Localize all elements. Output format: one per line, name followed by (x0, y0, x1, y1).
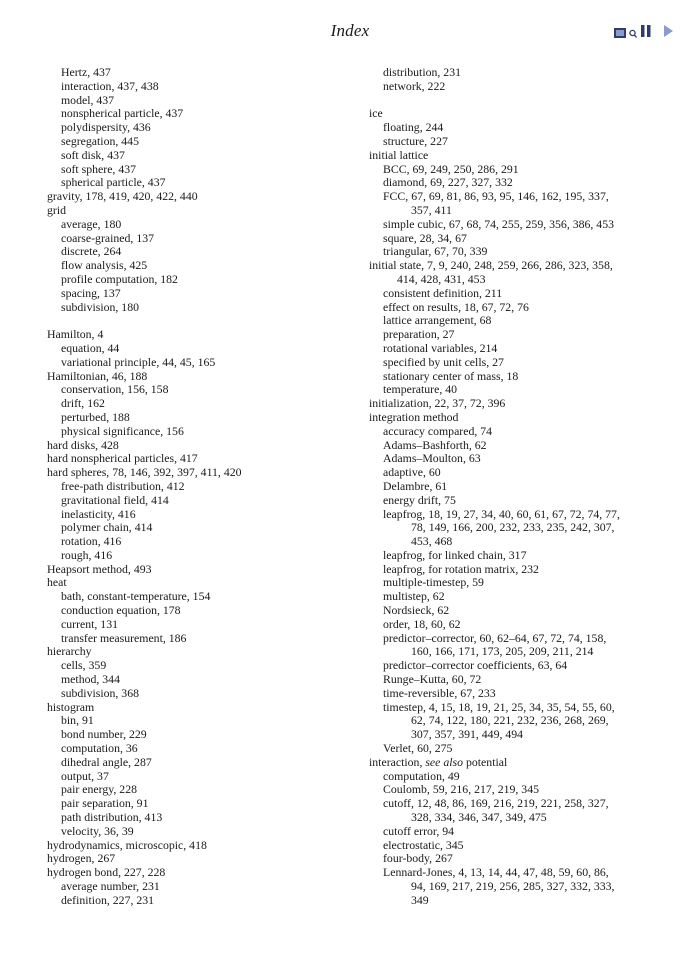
entry-text: cutoff error, 94 (383, 823, 455, 838)
entry-text: gravity, 178, 419, 420, 422, 440 (47, 189, 198, 204)
entry-text: ice (369, 106, 383, 121)
index-entry (47, 576, 357, 590)
entry-text: heat (47, 575, 67, 590)
entry-text: effect on results, 18, 67, 72, 76 (383, 299, 529, 314)
entry-text: adaptive, 60 (383, 465, 441, 480)
entry-text: pair energy, 228 (61, 782, 137, 797)
entry-text: grid (47, 202, 67, 217)
index-subentry (47, 549, 357, 563)
index-subentry (47, 149, 357, 163)
index-subentry (47, 632, 357, 646)
index-subentry (369, 742, 679, 756)
index-entry (369, 411, 679, 425)
entry-text: FCC, 67, 69, 81, 86, 93, 95, 146, 162, 195, 337, (383, 189, 609, 204)
index-subentry (369, 576, 679, 590)
entry-text: specified by unit cells, 27 (383, 354, 504, 369)
entry-text: hydrogen bond, 227, 228 (47, 865, 166, 880)
entry-text: hard spheres, 78, 146, 392, 397, 411, 420 (47, 465, 242, 480)
index-subentry (369, 121, 679, 135)
index-entry (369, 149, 679, 163)
entry-text: output, 37 (61, 768, 109, 783)
entry-text: hydrogen, 267 (47, 851, 116, 866)
entry-text: soft disk, 437 (61, 147, 125, 162)
entry-text: lattice arrangement, 68 (383, 313, 492, 328)
entry-text: Adams–Bashforth, 62 (383, 437, 487, 452)
entry-text: nonspherical particle, 437 (61, 106, 184, 121)
index-subentry (47, 728, 357, 742)
page-title: Index (330, 21, 370, 40)
index-subentry (369, 480, 679, 494)
index-subentry (369, 866, 679, 907)
index-subentry (369, 218, 679, 232)
entry-text: current, 131 (61, 616, 118, 631)
entry-text: initial lattice (369, 147, 429, 162)
index-column-right (369, 66, 679, 908)
entry-text: polymer chain, 414 (61, 520, 153, 535)
entry-text: rough, 416 (61, 547, 113, 562)
index-subentry (369, 659, 679, 673)
see-also-ref: see also (425, 754, 464, 769)
index-subentry (47, 425, 357, 439)
index-subentry (369, 314, 679, 328)
index-subentry (47, 894, 357, 908)
entry-text: interaction, (369, 754, 426, 769)
entry-text: temperature, 40 (383, 382, 458, 397)
index-subentry (369, 135, 679, 149)
index-subentry (369, 245, 679, 259)
entry-text: physical significance, 156 (61, 423, 184, 438)
index-entry (47, 645, 357, 659)
navigation-controls (614, 23, 673, 37)
entry-text: spherical particle, 437 (61, 175, 166, 190)
index-subentry (369, 783, 679, 797)
entry-text: inelasticity, 416 (61, 506, 136, 521)
entry-text: Coulomb, 59, 216, 217, 219, 345 (383, 782, 539, 797)
index-subentry (47, 742, 357, 756)
index-subentry (47, 714, 357, 728)
index-subentry (369, 508, 679, 549)
entry-text: square, 28, 34, 67 (383, 230, 467, 245)
index-subentry (47, 135, 357, 149)
index-entry (47, 204, 357, 218)
entry-text: subdivision, 368 (61, 685, 139, 700)
entry-text: subdivision, 180 (61, 299, 139, 314)
index-subentry (369, 590, 679, 604)
entry-text: bond number, 229 (61, 727, 147, 742)
entry-continuation: 307, 357, 391, 449, 494 (411, 727, 524, 742)
index-subentry (47, 480, 357, 494)
entry-text: bin, 91 (61, 713, 94, 728)
index-subentry (369, 839, 679, 853)
index-subentry (369, 770, 679, 784)
entry-text: floating, 244 (383, 120, 444, 135)
index-subentry (369, 356, 679, 370)
index-subentry (369, 563, 679, 577)
entry-text: discrete, 264 (61, 244, 122, 259)
index-subentry (369, 701, 679, 742)
entry-text: model, 437 (61, 92, 115, 107)
index-subentry (47, 618, 357, 632)
index-subentry (47, 245, 357, 259)
index-subentry (47, 521, 357, 535)
entry-text: Heapsort method, 493 (47, 561, 152, 576)
entry-text: coarse-grained, 137 (61, 230, 155, 245)
index-subentry (369, 176, 679, 190)
index-subentry (47, 659, 357, 673)
entry-continuation: 78, 149, 166, 200, 232, 233, 235, 242, 307, (411, 520, 615, 535)
index-subentry (369, 328, 679, 342)
entry-text: polydispersity, 436 (61, 120, 151, 135)
entry-text: hard disks, 428 (47, 437, 119, 452)
entry-text: hydrodynamics, microscopic, 418 (47, 837, 207, 852)
entry-text: time-reversible, 67, 233 (383, 685, 496, 700)
entry-text: timestep, 4, 15, 18, 19, 21, 25, 34, 35, 54, 55, 60, (383, 699, 615, 714)
pause-icon[interactable] (641, 24, 651, 36)
index-subentry (369, 466, 679, 480)
entry-text: stationary center of mass, 18 (383, 368, 519, 383)
index-subentry (369, 342, 679, 356)
entry-continuation: 357, 411 (411, 202, 452, 217)
entry-text: diamond, 69, 227, 327, 332 (383, 175, 513, 190)
index-subentry (369, 825, 679, 839)
index-subentry (47, 66, 357, 80)
index-subentry (369, 852, 679, 866)
index-subentry (369, 604, 679, 618)
entry-text: Hamiltonian, 46, 188 (47, 368, 148, 383)
index-subentry (369, 687, 679, 701)
index-subentry (369, 80, 679, 94)
index-subentry (369, 549, 679, 563)
index-entry (47, 563, 357, 577)
entry-continuation: 62, 74, 122, 180, 221, 232, 236, 268, 269, (411, 713, 609, 728)
index-subentry (47, 508, 357, 522)
entry-text: definition, 227, 231 (61, 892, 155, 907)
entry-text: preparation, 27 (383, 327, 455, 342)
index-subentry (369, 494, 679, 508)
index-subentry (47, 411, 357, 425)
entry-continuation: 349 (411, 892, 429, 907)
index-subentry (369, 439, 679, 453)
entry-text: integration method (369, 409, 459, 424)
index-entry (47, 466, 357, 480)
index-entry (369, 397, 679, 411)
entry-continuation: 94, 169, 217, 219, 256, 285, 327, 332, 333, (411, 879, 615, 894)
entry-text: flow analysis, 425 (61, 258, 148, 273)
entry-text: distribution, 231 (383, 65, 461, 79)
entry-text: cells, 359 (61, 658, 107, 673)
index-subentry (47, 673, 357, 687)
entry-continuation: 414, 428, 431, 453 (397, 271, 486, 286)
index-subentry (47, 356, 357, 370)
index-subentry (369, 163, 679, 177)
index-subentry (369, 618, 679, 632)
entry-text: network, 222 (383, 78, 446, 93)
entry-text: computation, 49 (383, 768, 460, 783)
index-subentry (369, 370, 679, 384)
index-subentry (47, 218, 357, 232)
index-subentry (369, 301, 679, 315)
prev-page-icon[interactable] (614, 25, 626, 35)
entry-text: predictor–corrector, 60, 62–64, 67, 72, 74, 158, (383, 630, 607, 645)
index-subentry (47, 811, 357, 825)
index-entry (47, 701, 357, 715)
index-subentry (47, 535, 357, 549)
entry-text: leapfrog, for linked chain, 317 (383, 547, 527, 562)
search-icon[interactable] (629, 25, 637, 35)
entry-text: accuracy compared, 74 (383, 423, 493, 438)
index-subentry (369, 425, 679, 439)
index-subentry (47, 232, 357, 246)
index-subentry (47, 80, 357, 94)
entry-text: multiple-timestep, 59 (383, 575, 484, 590)
entry-text: spacing, 137 (61, 285, 121, 300)
entry-text: structure, 227 (383, 133, 448, 148)
entry-continuation: 453, 468 (411, 534, 453, 549)
entry-text: path distribution, 413 (61, 810, 163, 825)
entry-text: conservation, 156, 158 (61, 382, 169, 397)
index-subentry (47, 783, 357, 797)
entry-text: segregation, 445 (61, 133, 139, 148)
entry-continuation: 328, 334, 346, 347, 349, 475 (411, 810, 547, 825)
entry-text: average number, 231 (61, 879, 160, 894)
index-subentry (369, 66, 679, 80)
index-subentry (369, 632, 679, 660)
entry-text: leapfrog, 18, 19, 27, 34, 40, 60, 61, 67, 72, 74, 77, (383, 506, 620, 521)
index-subentry (369, 190, 679, 218)
entry-text: rotational variables, 214 (383, 340, 498, 355)
entry-text: interaction, 437, 438 (61, 78, 159, 93)
entry-text: soft sphere, 437 (61, 161, 137, 176)
index-entry (369, 107, 679, 121)
entry-text: multistep, 62 (383, 589, 445, 604)
entry-text: BCC, 69, 249, 250, 286, 291 (383, 161, 519, 176)
index-entry (47, 839, 357, 853)
entry-text: bath, constant-temperature, 154 (61, 589, 211, 604)
entry-text: gravitational field, 414 (61, 492, 169, 507)
index-subentry (47, 383, 357, 397)
entry-text: drift, 162 (61, 396, 105, 411)
entry-text: transfer measurement, 186 (61, 630, 187, 645)
entry-text: consistent definition, 211 (383, 285, 503, 300)
entry-text: free-path distribution, 412 (61, 478, 185, 493)
entry-continuation: 160, 166, 171, 173, 205, 209, 211, 214 (411, 644, 594, 659)
entry-text: predictor–corrector coefficients, 63, 64 (383, 658, 568, 673)
entry-text: Runge–Kutta, 60, 72 (383, 672, 482, 687)
section-gap (369, 94, 679, 108)
section-gap (47, 314, 357, 328)
index-subentry (47, 880, 357, 894)
entry-text: variational principle, 44, 45, 165 (61, 354, 216, 369)
entry-text: perturbed, 188 (61, 409, 130, 424)
index-subentry (47, 94, 357, 108)
entry-text: Nordsieck, 62 (383, 603, 450, 618)
index-entry (47, 190, 357, 204)
index-subentry (47, 259, 357, 273)
entry-text: hard nonspherical particles, 417 (47, 451, 198, 466)
index-subentry (47, 273, 357, 287)
entry-text: potential (463, 754, 508, 769)
entry-text: rotation, 416 (61, 534, 122, 549)
index-entry (47, 452, 357, 466)
index-subentry (47, 121, 357, 135)
index-subentry (369, 232, 679, 246)
index-entry (369, 756, 679, 770)
entry-text: leapfrog, for rotation matrix, 232 (383, 561, 539, 576)
index-subentry (369, 383, 679, 397)
index-subentry (47, 770, 357, 784)
index-subentry (369, 673, 679, 687)
entry-text: order, 18, 60, 62 (383, 616, 461, 631)
entry-text: cutoff, 12, 48, 86, 169, 216, 219, 221, 258, 327, (383, 796, 609, 811)
entry-text: Lennard-Jones, 4, 13, 14, 44, 47, 48, 59, 60, 86, (383, 865, 609, 880)
entry-text: initial state, 7, 9, 240, 248, 259, 266, 286, 323, 358, (369, 258, 613, 273)
index-subentry (47, 342, 357, 356)
entry-text: Adams–Moulton, 63 (383, 451, 481, 466)
index-subentry (47, 287, 357, 301)
index-entry (369, 259, 679, 287)
entry-text: pair separation, 91 (61, 796, 149, 811)
index-subentry (47, 825, 357, 839)
index-subentry (47, 604, 357, 618)
index-subentry (47, 176, 357, 190)
index-entry (47, 866, 357, 880)
entry-text: profile computation, 182 (61, 271, 178, 286)
index-subentry (47, 797, 357, 811)
index-entry (47, 328, 357, 342)
entry-text: initialization, 22, 37, 72, 396 (369, 396, 506, 411)
entry-text: hierarchy (47, 644, 92, 659)
entry-text: histogram (47, 699, 95, 714)
index-subentry (47, 590, 357, 604)
next-page-icon[interactable] (664, 24, 673, 36)
entry-text: Verlet, 60, 275 (383, 741, 453, 756)
index-entry (47, 852, 357, 866)
entry-text: dihedral angle, 287 (61, 754, 152, 769)
index-entry (47, 439, 357, 453)
index-subentry (47, 301, 357, 315)
entry-text: four-body, 267 (383, 851, 453, 866)
entry-text: Hamilton, 4 (47, 327, 104, 342)
index-subentry (47, 163, 357, 177)
index-subentry (369, 452, 679, 466)
index-subentry (369, 287, 679, 301)
index-subentry (47, 687, 357, 701)
index-column-left (47, 66, 357, 908)
entry-text: method, 344 (61, 672, 120, 687)
entry-text: Hertz, 437 (61, 65, 111, 79)
index-subentry (47, 107, 357, 121)
entry-text: electrostatic, 345 (383, 837, 464, 852)
entry-text: triangular, 67, 70, 339 (383, 244, 488, 259)
index-subentry (47, 397, 357, 411)
entry-text: energy drift, 75 (383, 492, 456, 507)
index-subentry (47, 756, 357, 770)
entry-text: Delambre, 61 (383, 478, 448, 493)
entry-text: conduction equation, 178 (61, 603, 181, 618)
index-subentry (369, 797, 679, 825)
entry-text: equation, 44 (61, 340, 120, 355)
entry-text: velocity, 36, 39 (61, 823, 134, 838)
index-subentry (47, 494, 357, 508)
index-entry (47, 370, 357, 384)
entry-text: computation, 36 (61, 741, 138, 756)
entry-text: simple cubic, 67, 68, 74, 255, 259, 356, 386, 453 (383, 216, 615, 231)
entry-text: average, 180 (61, 216, 122, 231)
